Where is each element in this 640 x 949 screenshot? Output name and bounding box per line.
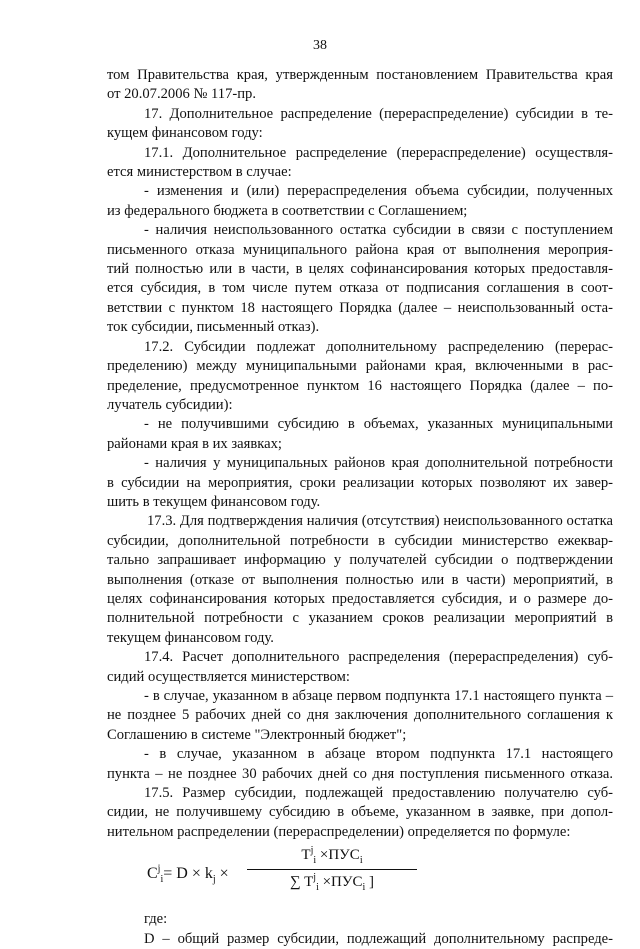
text-line: пункта – не позднее 30 рабочих дней со дня поступления письменного отказа. [107,765,613,782]
text-line: текущем финансовом году. [107,629,274,646]
document-body [107,66,613,949]
text-line: том Правительства края, утвержденным постановлением Правительства края [107,67,613,83]
text-line: 17.5. Размер субсидии, подлежащей предоставлению получателю суб- [144,785,613,802]
text-line: целях софинансирования которых предоставляется субсидия, и о размере до- [107,590,613,607]
text-line: Соглашению в системе "Электронный бюджет"; [107,726,407,743]
text-line: сидий осуществляется министерством: [107,668,350,685]
formula-fraction [247,846,417,892]
text-line: кущем финансовом году: [107,125,263,142]
text-line: не позднее 5 рабочих дней со дня заключения дополнительного соглашения к [107,707,613,724]
text-line: тий полностью или в части, в целях софинансирования которых предоставля- [107,261,613,278]
text-line: - наличия у муниципальных районов края дополнительной потребности [144,455,613,472]
text-line: полнительной потребности с указанием сроков реализации мероприятий в [107,610,613,627]
text-line: ветствии с пунктом 18 настоящего Порядка (далее – неиспользованный оста- [107,299,613,316]
text-line: D – общий размер субсидии, подлежащий дополнительному распреде- [144,930,613,947]
text-line: от 20.07.2006 № 117-пр. [107,86,256,103]
text-line: 17.2. Субсидии подлежат дополнительному распределению (перерас- [144,338,613,355]
text-line: пределению) между муниципальными районами края, включенными в рас- [107,358,613,375]
text-line: - наличия неиспользованного остатка субсидии в связи с поступлением [144,222,613,239]
text-line: где: [144,911,168,928]
text-line: 17.3. Для подтверждения наличия (отсутствия) неиспользованного остатка [147,513,613,530]
text-line: - в случае, указанном в абзаце втором подпункта 17.1 настоящего [144,746,613,763]
text-block-after-formula [107,910,613,949]
text-line: нительном распределении (перераспределении) определяется по формуле: [107,823,571,840]
text-line: тально запрашивает информацию у получателей субсидии о подтверждении [107,552,613,569]
formula-lhs: $C^j_i= D \times k_j$ × [147,863,229,886]
formula-numerator: $T^j_i \times ПУС_i$ [247,846,417,869]
formula [107,846,613,908]
text-line: в субсидии на мероприятия, сроки реализации которых позволяют их завер- [107,474,613,491]
text-line: сидии, не получившему субсидию в объеме, указанном в заявке, при допол- [107,804,613,821]
text-line: ется министерством в случае: [107,164,292,181]
text-block [107,66,613,842]
page-number: 38 [313,38,327,53]
text-line: ток субсидии, письменный отказ). [107,319,320,336]
text-line: письменного отказа муниципального района края от выполнения мероприя- [107,241,613,258]
text-line: - не получившими субсидию в объемах, указанных муниципальными [144,416,613,433]
text-line: из федерального бюджета в соответствии с Соглашением; [107,202,468,219]
text-line: выполнения (отказе от выполнения полностью или в части) мероприятий, в [107,571,613,588]
text-line: субсидии, дополнительной потребности в субсидии министерство ежеквар- [107,532,613,549]
text-line: лучатель субсидии): [107,396,233,413]
text-line: районами края в их заявках; [107,435,282,452]
text-line: - изменения и (или) перераспределения объема субсидии, полученных [144,183,613,200]
text-line: пределение, предусмотренное пунктом 16 настоящего Порядка (далее – по- [107,377,613,394]
text-line: 17.1. Дополнительное распределение (перераспределение) осуществля- [144,144,613,161]
text-line: шить в текущем финансовом году. [107,493,321,510]
text-line: - в случае, указанном в абзаце первом подпункта 17.1 настоящего пункта – [144,688,613,704]
text-line: 17.4. Расчет дополнительного распределения (перераспределения) суб- [144,649,613,666]
text-line: ется субсидия, в том числе путем отказа от подписания соглашения в соот- [107,280,613,297]
text-line: 17. Дополнительное распределение (перераспределение) субсидии в те- [144,105,613,122]
formula-denominator: ∑ $T^j_i \times ПУС_i$ ] [289,871,375,893]
